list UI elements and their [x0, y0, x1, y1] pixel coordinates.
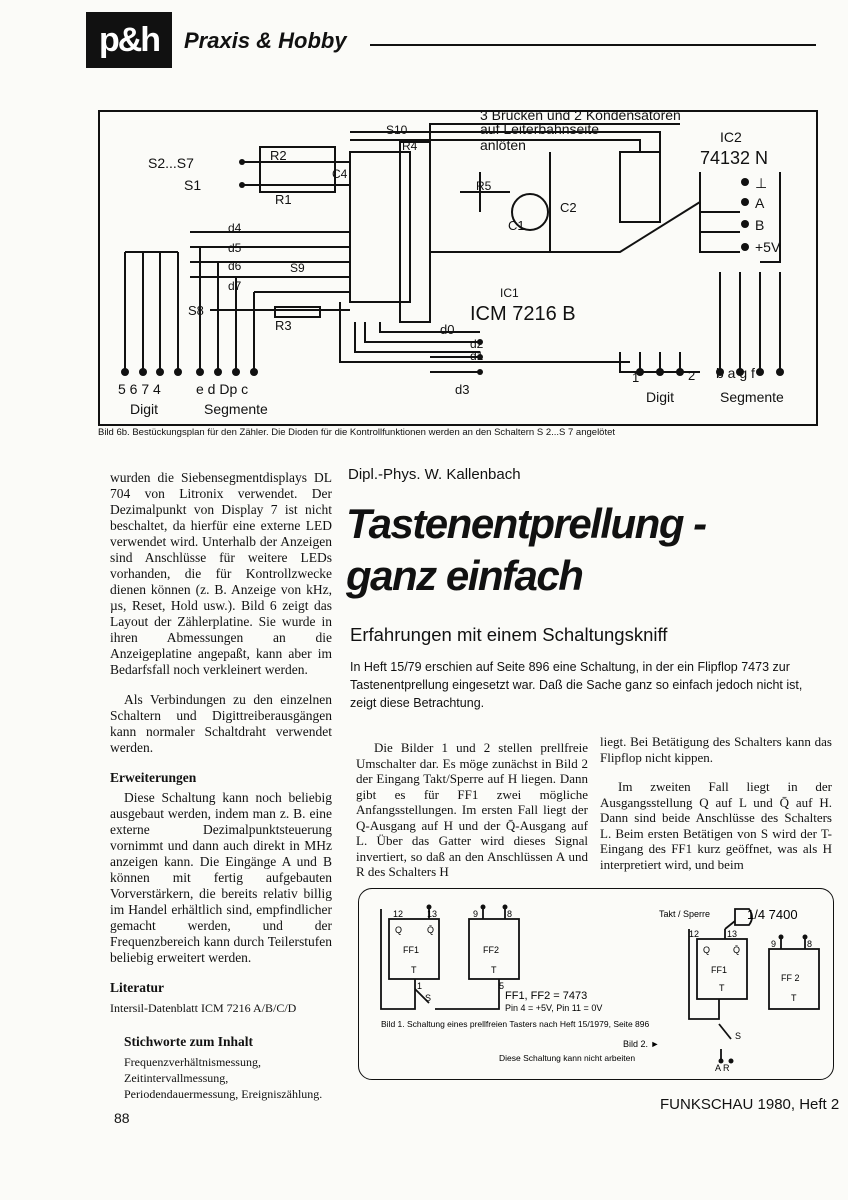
body-col2-paragraph-2: Im zweiten Fall liegt in der Ausgangsstellung Q auf L und Q̄ auf H. Dann sind beide Anschlüsse des Schalters L. Beim ersten Betätigen von S wird der T-Eingang des FF1 kurz geöffnet, was als H interpretiert wird, und beim: [600, 779, 832, 872]
left-column: [110, 470, 332, 1116]
b1-pin1: 1: [417, 981, 423, 991]
body-column-1: [356, 740, 588, 894]
b1-q: Q: [395, 925, 403, 935]
bild2-caption-2: Diese Schaltung kann nicht arbeiten: [499, 1053, 636, 1063]
b2-qbar: Q̄: [733, 945, 741, 955]
heading-erweiterungen: Erweiterungen: [110, 770, 197, 785]
flipflop-schematics: [359, 889, 833, 1079]
label-s10: S10: [386, 123, 408, 137]
b2-takt-sperre: Takt / Sperre: [659, 909, 711, 919]
label-d6: d6: [228, 259, 242, 273]
label-pin-2: 2: [688, 368, 696, 383]
label-s2-s7: S2...S7: [148, 155, 194, 171]
label-segmente-right: Segmente: [720, 389, 784, 405]
label-d1: d1: [470, 349, 484, 363]
b2-pin9: 9: [771, 939, 777, 949]
label-d2: d2: [470, 337, 484, 351]
label-s9: S9: [290, 261, 305, 275]
label-icm7216b: ICM 7216 B: [470, 303, 576, 325]
b2-t2: T: [791, 993, 797, 1003]
b1-ff2-label: FF2: [483, 945, 500, 955]
figure6-caption: Bild 6b. Bestückungsplan für den Zähler. Die Dioden für die Kontrollfunktionen werden an den Schaltern S 2...S 7 angelötet: [98, 427, 616, 438]
body-column-2: [600, 734, 832, 886]
pcb-layout-diagram: [100, 112, 816, 424]
label-r2: R2: [270, 148, 287, 163]
label-ic1: IC1: [500, 286, 519, 300]
heading-literatur: Literatur: [110, 980, 164, 995]
article-title: [346, 498, 706, 602]
b1-pin13: 13: [427, 909, 438, 919]
label-d7: d7: [228, 279, 242, 293]
publication-logo: [86, 12, 172, 68]
label-d0: d0: [440, 322, 455, 337]
b1-ff-type-note: FF1, FF2 = 7473: [505, 990, 588, 1002]
label-c1: C1: [508, 218, 525, 233]
b1-pin8: 8: [507, 909, 513, 919]
label-r3: R3: [275, 318, 292, 333]
label-ic2-type: 74132 N: [700, 148, 769, 168]
label-d5: d5: [228, 241, 242, 255]
label-input-b: B: [755, 217, 765, 233]
label-c4: C4: [332, 167, 348, 181]
ic2-body: [620, 152, 660, 222]
b1-pin5: 5: [499, 981, 505, 991]
b1-t1: T: [411, 965, 417, 975]
label-r5: R5: [476, 179, 492, 193]
literatur-entry: Intersil-Datenblatt ICM 7216 A/B/C/D: [110, 1001, 297, 1015]
label-d4: d4: [228, 221, 242, 235]
b1-ff1-label: FF1: [403, 945, 420, 955]
left-paragraph-3: Diese Schaltung kann noch beliebig ausgebaut werden, indem man z. B. eine externe Dezimalpunktsteuerung vornimmt und dann auch direkt in MHz anzeigen kann. Die Eingänge A und B können mit fertig aufgebauten Vorverstärkern, die bereits relativ billig im Handel erhältlich sind, empfindlicher gemacht werden, und der Frequenzbereich kann durch Teilerstufen beliebig erweitert werden.: [110, 790, 332, 965]
b2-pin13: 13: [727, 929, 738, 939]
journal-issue: FUNKSCHAU 1980, Heft 2: [660, 1096, 840, 1113]
label-c2: C2: [560, 200, 577, 215]
bild1-caption: Bild 1. Schaltung eines prellfreien Tasters nach Heft 15/1979, Seite 896: [381, 1019, 650, 1029]
article-lead: In Heft 15/79 erschien auf Seite 896 eine Schaltung, in der ein Flipflop 7473 zur Tastenentprellung eingesetzt war. Daß die Sache ganz so einfach jedoch nicht ist, zeigt diese Betrachtung.: [350, 660, 803, 710]
heading-stichworte: Stichworte zum Inhalt: [124, 1034, 253, 1049]
title-line-1: Tastenentprellung -: [346, 500, 706, 547]
label-r1: R1: [275, 192, 292, 207]
figures-1-2-box: [358, 888, 834, 1080]
label-bridges-3: anlöten: [480, 137, 526, 153]
label-d3: d3: [455, 382, 470, 397]
b2-a-r-label: A R: [715, 1063, 730, 1073]
label-digit-right: Digit: [646, 389, 675, 405]
b2-ff1-label: FF1: [711, 965, 728, 975]
b2-ff2-label: FF 2: [781, 973, 800, 983]
label-s1: S1: [184, 177, 202, 193]
label-ground: ⊥: [755, 175, 768, 191]
b2-gate-type: 1/4 7400: [747, 907, 798, 922]
label-segments-left: e d Dp c: [196, 381, 249, 397]
left-paragraph-2: Als Verbindungen zu den einzelnen Schaltern und Digittreiberausgängen kann normaler Schaltdraht verwendet werden.: [110, 692, 332, 755]
header-rule: [370, 44, 816, 46]
b2-pin12: 12: [689, 929, 700, 939]
page-number: 88: [114, 1110, 130, 1126]
label-bridges-1: 3 Brücken und 2 Kondensatoren: [480, 112, 681, 123]
left-paragraph-1: wurden die Siebensegmentdisplays DL 704 von Litronix verwendet. Der Dezimalpunkt von Display 7 ist nicht beschaltet, da hierfür eine externe LED verwendet wird. Unterhalb der Anzeigen sind Anschlüsse für weitere LEDs vorhanden, die für Kontrollzwecke dienen können (z. B. Anzeige von kHz, µs, Reset, Hold usw.). Bild 6 zeigt das Layout der Zählerplatine. Sie wurde in ihren Abmessungen an die Anzeigeplatine angepaßt, kann aber im Bedarfsfall noch verkleinert werden.: [110, 470, 332, 677]
b2-q: Q: [703, 945, 711, 955]
bild2-caption-1: Bild 2. ►: [623, 1039, 660, 1049]
b2-pin8: 8: [807, 939, 813, 949]
title-line-2: ganz einfach: [346, 552, 583, 599]
label-digit-numbers: 5 6 7 4: [118, 381, 161, 397]
b1-pin12: 12: [393, 909, 404, 919]
b1-t2: T: [491, 965, 497, 975]
body-col1-paragraph-1: Die Bilder 1 und 2 stellen prellfreie Umschalter dar. Es möge zunächst in Bild 2 der Eingang Takt/Sperre auf H liegen. Dann gibt es für FF1 zwei mögliche Anfangsstellungen. Im ersten Fall liegt der Q-Ausgang auf H und der Q̄-Ausgang auf L. Über das Gatter wird dieses Signal invertiert, so daß an den Anschlüssen A und R des Schalters H: [356, 740, 588, 879]
b1-pin9: 9: [473, 909, 479, 919]
label-s8: S8: [188, 303, 204, 318]
logo-text: p&h: [98, 20, 160, 59]
b2-switch-label: S: [735, 1031, 742, 1041]
label-input-a: A: [755, 195, 765, 211]
b1-qbar: Q̄: [427, 925, 435, 935]
article-subtitle: Erfahrungen mit einem Schaltungskniff: [350, 624, 668, 645]
label-plus5v: +5V: [755, 239, 781, 255]
label-bridges-2: auf Leiterbahnseite: [480, 121, 600, 137]
label-ic2: IC2: [720, 129, 742, 145]
stichworte-text: Frequenzverhältnismessung, Zeitintervallmessung, Periodendauermessung, Ereigniszählung.: [124, 1055, 323, 1101]
b1-pin-note: Pin 4 = +5V, Pin 11 = 0V: [505, 1003, 603, 1013]
label-pin-1: 1: [632, 370, 640, 385]
b2-t1: T: [719, 983, 725, 993]
body-col2-paragraph-1: liegt. Bei Betätigung des Schalters kann das Flipflop nicht kippen.: [600, 734, 832, 765]
section-title: Praxis & Hobby: [184, 28, 347, 53]
pcb-layout-figure: [98, 110, 818, 426]
b1-switch-label: S: [425, 993, 432, 1003]
label-r4: R4: [402, 139, 418, 153]
label-segments-right: b a g f: [716, 365, 755, 381]
label-segmente-left: Segmente: [204, 401, 268, 417]
article-author: Dipl.-Phys. W. Kallenbach: [348, 466, 521, 483]
label-digit-left: Digit: [130, 401, 159, 417]
